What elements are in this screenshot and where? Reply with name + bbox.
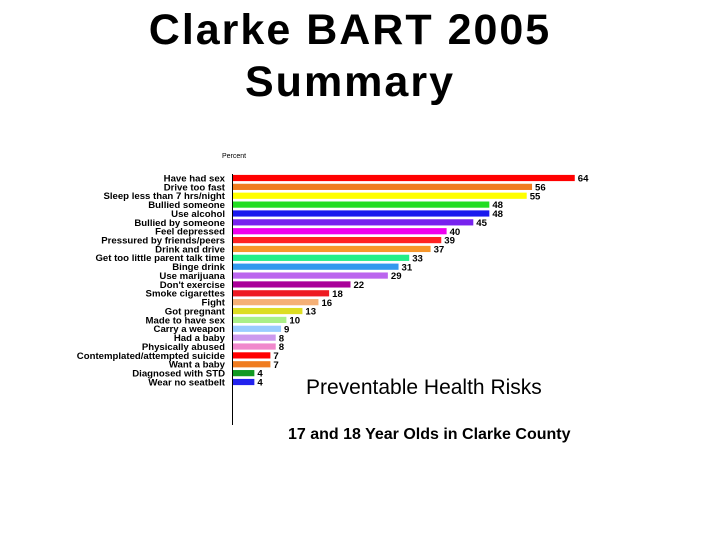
- slide-title-line-2: Summary: [245, 58, 455, 106]
- bar: [233, 184, 532, 190]
- value-label: 22: [353, 280, 365, 292]
- bar: [233, 326, 281, 332]
- value-label: 45: [476, 217, 487, 229]
- value-label: 8: [278, 342, 285, 354]
- bar-group: [77, 173, 589, 388]
- category-label: Use marijuana: [159, 270, 225, 282]
- bar: [233, 317, 286, 323]
- bar: [233, 272, 388, 278]
- bar: [233, 193, 527, 199]
- category-label: Got pregnant: [164, 306, 225, 318]
- value-label: 56: [535, 182, 546, 194]
- value-label: 13: [305, 306, 317, 318]
- bar: [233, 343, 276, 349]
- value-label: 10: [289, 315, 301, 327]
- category-label: Diagnosed with STD: [132, 368, 225, 380]
- chart-subcaption: 17 and 18 Year Olds in Clarke County: [288, 426, 571, 443]
- value-label: 7: [273, 359, 279, 371]
- slide-title-line-1: Clarke BART 2005: [148, 6, 552, 54]
- bar: [233, 281, 350, 287]
- bar: [233, 202, 489, 208]
- category-label: Physically abused: [141, 341, 225, 353]
- category-label: Binge drink: [172, 262, 225, 274]
- category-label: Get too little parent talk time: [95, 253, 225, 265]
- value-label: 48: [492, 209, 503, 221]
- category-label: Feel depressed: [155, 226, 225, 238]
- category-label: Smoke cigarettes: [145, 288, 225, 300]
- bar: [233, 255, 409, 261]
- bar: [233, 175, 575, 181]
- value-label: 29: [390, 271, 402, 283]
- bar: [233, 228, 447, 234]
- bar: [233, 210, 489, 216]
- value-label: 55: [529, 191, 541, 203]
- category-label: Made to have sex: [145, 315, 225, 327]
- bar: [233, 361, 270, 367]
- category-label: Pressured by friends/peers: [101, 235, 225, 247]
- category-label: Wear no seatbelt: [148, 377, 225, 389]
- category-label: Had a baby: [173, 333, 225, 345]
- value-label: 48: [492, 200, 503, 212]
- category-label: Sleep less than 7 hrs/night: [103, 191, 225, 203]
- bar: [233, 379, 254, 385]
- value-label: 64: [577, 173, 589, 185]
- category-label: Fight: [201, 297, 225, 309]
- chart-unit-label: Percent: [222, 153, 247, 160]
- bar: [233, 290, 329, 296]
- category-label: Drink and drive: [155, 244, 225, 256]
- bar: [233, 352, 270, 358]
- value-label: 37: [433, 244, 445, 256]
- category-label: Bullied by someone: [134, 217, 225, 229]
- value-label: 39: [444, 235, 455, 247]
- category-label: Use alcohol: [171, 208, 225, 220]
- value-label: 7: [273, 351, 279, 362]
- chart-caption: Preventable Health Risks: [306, 376, 542, 399]
- bar: [233, 246, 431, 252]
- value-label: 16: [321, 297, 333, 309]
- bar: [233, 219, 473, 225]
- bar: [233, 370, 254, 376]
- category-label: Carry a weapon: [153, 324, 225, 336]
- value-label: 40: [449, 226, 461, 238]
- bar: [233, 299, 318, 305]
- bar: [233, 237, 441, 243]
- category-label: Want a baby: [168, 359, 225, 371]
- category-label: Contemplated/attempted suicide: [76, 350, 225, 362]
- category-label: Don't exercise: [159, 279, 225, 291]
- bar: [233, 308, 302, 314]
- value-label: 9: [284, 324, 290, 336]
- value-label: 33: [412, 253, 423, 265]
- value-label: 4: [257, 368, 263, 380]
- value-label: 31: [401, 262, 413, 274]
- bar: [233, 264, 399, 270]
- category-label: Drive too fast: [163, 182, 225, 194]
- value-label: 8: [278, 333, 285, 345]
- value-label: 4: [257, 377, 263, 389]
- category-label: Bullied someone: [148, 200, 225, 212]
- category-label: Have had sex: [163, 173, 225, 185]
- value-label: 18: [332, 288, 343, 300]
- bar: [233, 335, 276, 341]
